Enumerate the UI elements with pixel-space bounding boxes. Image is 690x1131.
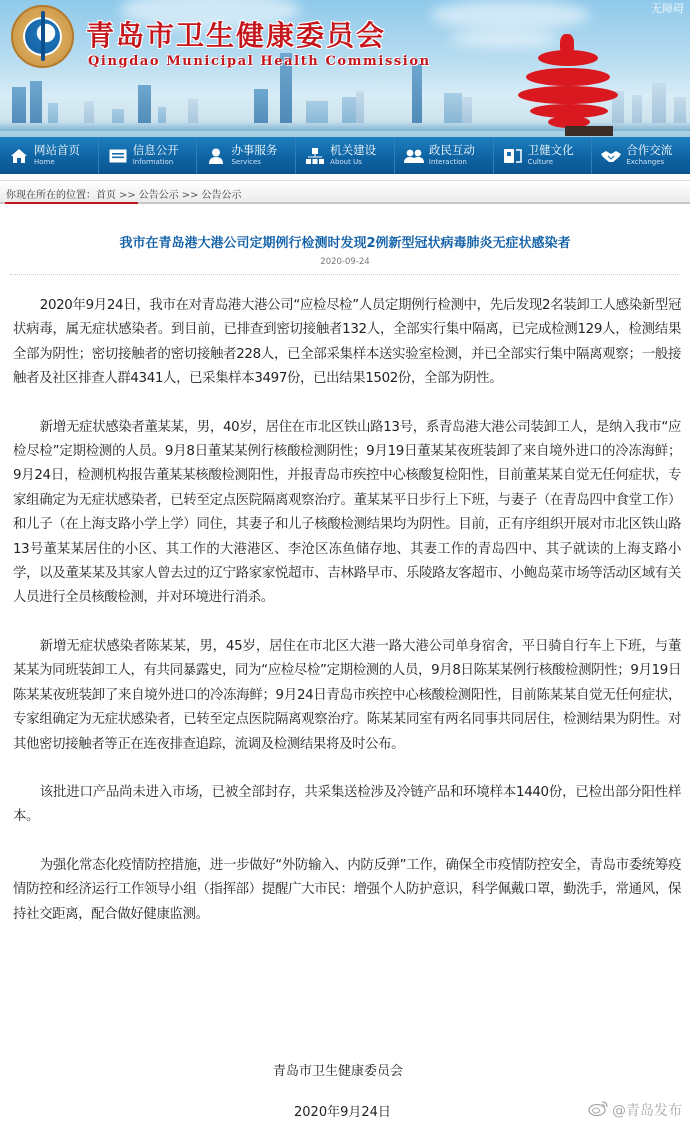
document-icon xyxy=(108,146,128,166)
breadcrumb xyxy=(6,186,242,201)
nav-label-cn: 政民互动 xyxy=(428,143,475,158)
article-paragraph: 新增无症状感染者董某某，男，40岁，居住在市北区铁山路13号，系青岛港大港公司装卸工人，是纳入我市“应检尽检”定期检测的人员。9月8日董某某例行核酸检测阴性；9月19日董某某夜班装卸了来自境外进口的冷冻海鲜；9月24日，检测机构报告董某某核酸检测阳性，并报青岛市疾控中心核酸复检阳性，目前董某某自觉无任何症状，专家组确定为无症状感染者，已转至定点医院隔离观察治疗。董某某平日步行上下班，与妻子（在青岛四中食堂工作）和儿子（在上海支路小学上学）同住，其妻子和儿子核酸检测结果均为阴性。目前，正有序组织开展对市北区铁山路13号董某某居住的小区、其工作的大港港区、李沧区冻鱼储存地、其妻工作的青岛四中、其子就读的上海支路小学，以及董某某及其家人曾去过的辽宁路家家悦超市、吉林路早市、乐陵路友客超市、小鲍岛菜市场等活动区域有关人员进行全员核酸检测，并对环境进行消杀。 xyxy=(13,419,681,606)
signature-date: 2020年9月24日 xyxy=(294,1105,391,1120)
site-title: 青岛市卫生健康委员会 xyxy=(86,19,387,52)
nav-label-en: Home xyxy=(34,157,55,166)
article-divider xyxy=(10,274,680,275)
nav-item-about-us[interactable] xyxy=(296,137,395,174)
commission-logo[interactable] xyxy=(11,5,74,68)
nav-item-services[interactable] xyxy=(197,137,296,174)
nav-label-en: Interaction xyxy=(428,157,467,166)
breadcrumb-separator: >> xyxy=(119,190,136,201)
nav-label-en: Services xyxy=(231,157,261,166)
weibo-watermark xyxy=(588,1100,682,1120)
nav-item-interaction[interactable] xyxy=(395,137,494,174)
article-title: 我市在青岛港大港公司定期例行检测时发现2例新型冠状病毒肺炎无症状感染者 xyxy=(119,236,571,251)
nav-label-cn: 合作交流 xyxy=(626,143,673,158)
site-subtitle-en: Qingdao Municipal Health Commission xyxy=(88,54,431,69)
nav-label-en: Culture xyxy=(527,157,554,166)
accessibility-link[interactable]: 无障碍 xyxy=(651,2,684,15)
nav-item-exchanges[interactable] xyxy=(592,137,690,174)
nav-label-cn: 办事服务 xyxy=(231,143,278,158)
breadcrumb-accent-line xyxy=(5,202,138,204)
article-date: 2020-09-24 xyxy=(320,257,370,267)
weibo-icon xyxy=(588,1100,612,1120)
people-icon xyxy=(404,146,424,166)
org-chart-icon xyxy=(305,146,325,166)
cloud xyxy=(430,0,590,30)
nav-label-en: Information xyxy=(132,157,174,166)
article-paragraph: 2020年9月24日，我市在对青岛港大港公司“应检尽检”人员定期例行检测中，先后发现2名装卸工人感染新型冠状病毒，属无症状感染者。到目前，已排查到密切接触者132人，全部实行集中隔离，已完成检测129人，检测结果全部为阴性；密切接触者的密切接触者228人，已全部采集样本送实验室检测，并已全部实行集中隔离观察；一般接触者及社区排查人群4341人，已采集样本3497份，已出结果1502份，全部为阴性。 xyxy=(13,298,681,387)
breadcrumb-prefix: 你现在所在的位置： xyxy=(6,190,96,201)
nav-label-cn: 网站首页 xyxy=(34,143,80,158)
nav-label-cn: 卫健文化 xyxy=(527,143,574,158)
site-banner xyxy=(0,0,690,137)
breadcrumb-current[interactable]: 公告公示 xyxy=(201,190,242,201)
may-fourth-sculpture xyxy=(518,30,623,135)
main-nav xyxy=(0,137,690,174)
nav-item-home[interactable] xyxy=(0,137,99,174)
nav-item-information[interactable] xyxy=(99,137,198,174)
user-icon xyxy=(206,146,226,166)
nav-label-en: Exchanges xyxy=(626,157,665,166)
article-paragraph: 为强化常态化疫情防控措施，进一步做好“外防输入、内防反弹”工作，确保全市疫情防控安全，青岛市委统筹疫情防控和经济运行工作领导小组（指挥部）提醒广大市民：增强个人防护意识，科学佩戴口罩，勤洗手，常通风，保持社交距离，配合做好健康监测。 xyxy=(13,857,681,922)
nav-label-cn: 机关建设 xyxy=(330,143,377,158)
signature-organization: 青岛市卫生健康委员会 xyxy=(273,1064,404,1079)
nav-label-cn: 信息公开 xyxy=(132,143,179,158)
home-icon xyxy=(9,146,29,166)
watermark-text: @青岛发布 xyxy=(612,1103,682,1119)
nav-label-en: About Us xyxy=(330,157,362,166)
breadcrumb-bar xyxy=(0,180,690,204)
handshake-icon xyxy=(601,146,621,166)
nav-item-culture[interactable] xyxy=(494,137,593,174)
breadcrumb-home[interactable]: 首页 xyxy=(96,190,116,201)
article-paragraph: 新增无症状感染者陈某某，男，45岁，居住在市北区大港一路大港公司单身宿舍，平日骑自行车上下班，与董某某为同班装卸工人，有共同暴露史，同为“应检尽检”定期检测的人员，9月8日陈某某例行核酸检测阴性；9月19日陈某某夜班装卸了来自境外进口的冷冻海鲜；9月24日青岛市疾控中心核酸检测阳性，目前陈某某自觉无任何症状，专家组确定为无症状感染者，已转至定点医院隔离观察治疗。陈某某同室有两名同事共同居住，检测结果为阴性。对其他密切接触者等正在连夜排查追踪，流调及检测结果将及时公布。 xyxy=(13,638,681,752)
article-body xyxy=(13,294,681,951)
book-icon xyxy=(503,146,523,166)
breadcrumb-separator: >> xyxy=(181,190,199,201)
article-paragraph: 该批进口产品尚未进入市场，已被全部封存，共采集送检涉及冷链产品和环境样本1440份，已检出部分阳性样本。 xyxy=(13,784,681,825)
breadcrumb-announcements[interactable]: 公告公示 xyxy=(138,190,179,201)
